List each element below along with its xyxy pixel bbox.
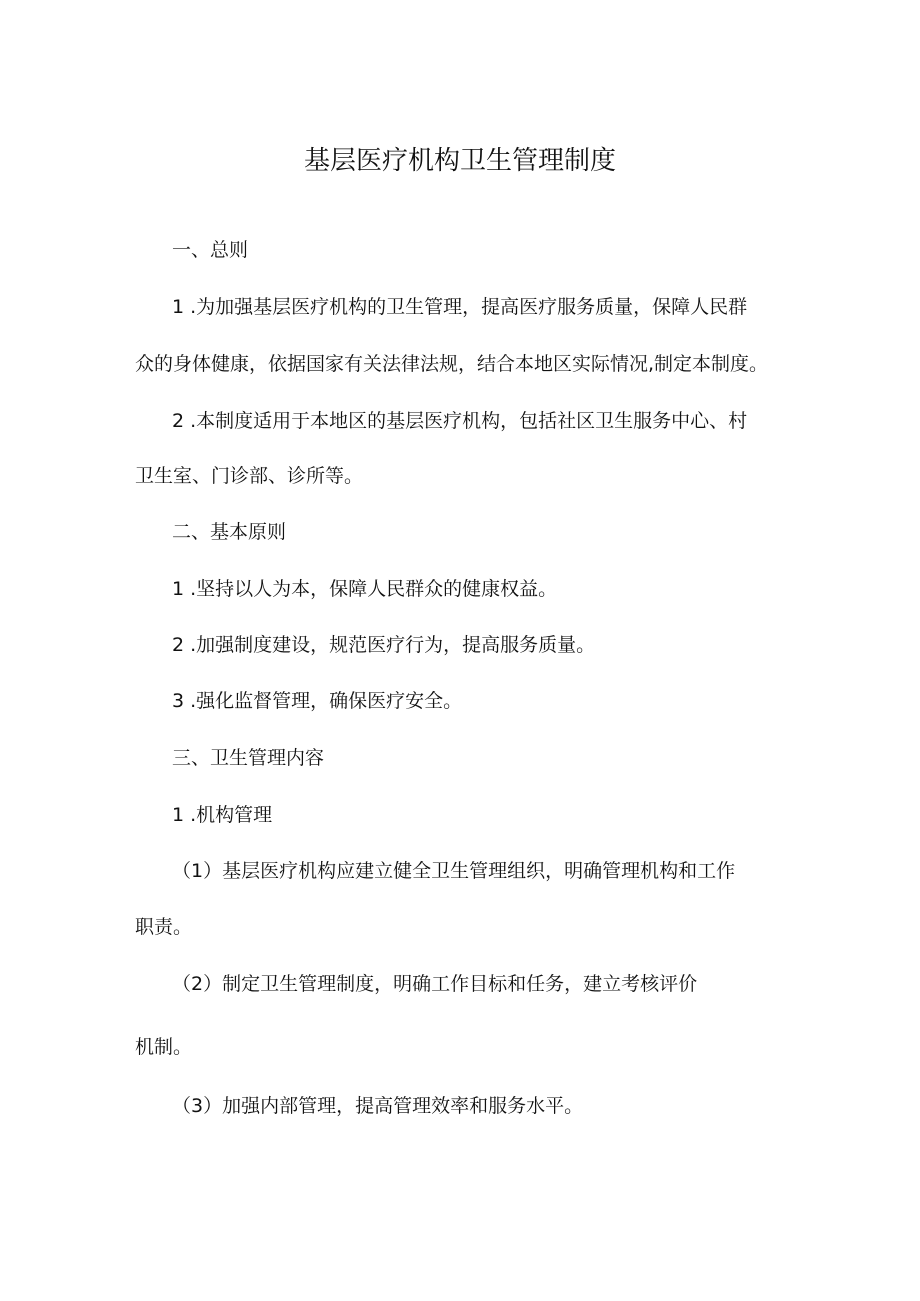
subsection-heading: 1 .机构管理	[172, 804, 273, 826]
paragraph-line: 职责。	[135, 916, 193, 938]
paragraph-line: （1）基层医疗机构应建立健全卫生管理组织，明确管理机构和工作	[172, 860, 736, 882]
paragraph-line: 机制。	[135, 1036, 193, 1058]
paragraph-line: （2）制定卫生管理制度，明确工作目标和任务，建立考核评价	[172, 973, 698, 995]
section-heading-content: 三、卫生管理内容	[172, 747, 325, 769]
paragraph-line: （3）加强内部管理，提高管理效率和服务水平。	[172, 1095, 584, 1117]
section-heading-principles: 二、基本原则	[172, 521, 287, 543]
paragraph-line: 卫生室、门诊部、诊所等。	[135, 465, 364, 487]
paragraph-line: 3 .强化监督管理，确保医疗安全。	[172, 690, 463, 712]
paragraph-line: 1 .为加强基层医疗机构的卫生管理，提高医疗服务质量，保障人民群	[172, 296, 748, 318]
paragraph-line: 众的身体健康，依据国家有关法律法规，结合本地区实际情况,制定本制度。	[135, 353, 769, 375]
paragraph-line: 2 .本制度适用于本地区的基层医疗机构，包括社区卫生服务中心、村	[172, 410, 748, 432]
document-title: 基层医疗机构卫生管理制度	[303, 146, 616, 176]
paragraph-line: 1 .坚持以人为本，保障人民群众的健康权益。	[172, 578, 558, 600]
paragraph-line: 2 .加强制度建设，规范医疗行为，提高服务质量。	[172, 634, 596, 656]
section-heading-general: 一、总则	[172, 239, 249, 261]
